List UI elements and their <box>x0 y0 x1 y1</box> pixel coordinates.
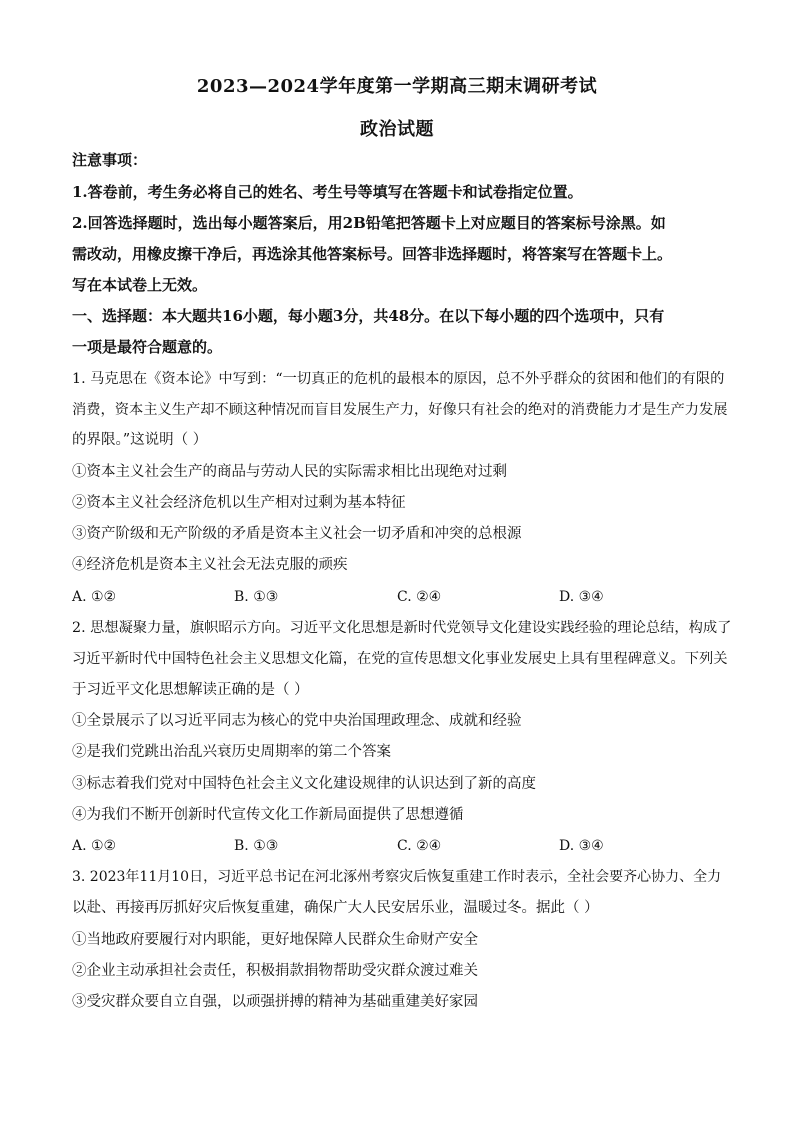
q1-statement-4: ④经济危机是资本主义社会无法克服的顽疾 <box>72 557 348 573</box>
notice-heading: 注意事项： <box>72 151 148 169</box>
notice-item-2-line-3: 写在本试卷上无效。 <box>72 276 208 294</box>
exam-title: 2023—2024学年度第一学期高三期末调研考试 <box>196 76 598 97</box>
q2-stem-line-1: 2. 思想凝聚力量，旗帜昭示方向。习近平文化思想是新时代党领导文化建设实践经验的理论总结，构成了 <box>72 620 732 636</box>
q3-stem-line-2: 以赴、再接再厉抓好灾后恢复重建，确保广大人民安居乐业，温暖过冬。据此（ ） <box>72 900 599 916</box>
q3-statement-1: ①当地政府要履行对内职能，更好地保障人民群众生命财产安全 <box>72 932 478 948</box>
q2-option-c: C. ②④ <box>397 838 442 854</box>
q2-statement-4: ④为我们不断开创新时代宣传文化工作新局面提供了思想遵循 <box>72 807 464 823</box>
q1-stem-line-2: 消费，资本主义生产却不顾这种情况而盲目发展生产力，好像只有社会的绝对的消费能力才是生产力发展 <box>72 402 728 418</box>
q1-statement-3: ③资产阶级和无产阶级的矛盾是资本主义社会一切矛盾和冲突的总根源 <box>72 526 522 542</box>
q1-stem-line-3: 的界限。”这说明（ ） <box>72 432 208 448</box>
q1-stem-line-1: 1. 马克思在《资本论》中写到：“一切真正的危机的最根本的原因，总不外乎群众的贫困和他们的有限的 <box>72 371 725 387</box>
q2-statement-3: ③标志着我们党对中国特色社会主义文化建设规律的认识达到了新的高度 <box>72 776 536 792</box>
q1-statement-2: ②资本主义社会经济危机以生产相对过剩为基本特征 <box>72 495 406 511</box>
q1-option-c: C. ②④ <box>397 589 442 605</box>
q2-option-a: A. ①② <box>72 838 117 854</box>
exam-subtitle: 政治试题 <box>360 119 434 140</box>
q3-statement-2: ②企业主动承担社会责任，积极捐款捐物帮助受灾群众渡过难关 <box>72 963 478 979</box>
q2-option-b: B. ①③ <box>234 838 279 854</box>
notice-item-2-line-2: 需改动，用橡皮擦干净后，再选涂其他答案标号。回答非选择题时，将答案写在答题卡上。 <box>72 245 673 263</box>
q1-option-b: B. ①③ <box>234 589 279 605</box>
q2-option-d: D. ③④ <box>559 838 604 854</box>
q2-statement-2: ②是我们党跳出治乱兴衰历史周期率的第二个答案 <box>72 744 391 760</box>
q2-statement-1: ①全景展示了以习近平同志为核心的党中央治国理政理念、成就和经验 <box>72 713 522 729</box>
q3-statement-3: ③受灾群众要自立自强，以顽强拼搏的精神为基础重建美好家园 <box>72 994 478 1010</box>
q3-stem-line-1: 3. 2023年11月10日，习近平总书记在河北涿州考察灾后恢复重建工作时表示，全社会要齐心协力、全力 <box>72 869 722 885</box>
section-heading-line-2: 一项是最符合题意的。 <box>72 338 223 356</box>
q2-stem-line-3: 于习近平文化思想解读正确的是（ ） <box>72 682 309 698</box>
q1-option-d: D. ③④ <box>559 589 604 605</box>
q2-stem-line-2: 习近平新时代中国特色社会主义思想文化篇，在党的宣传思想文化事业发展史上具有里程碑意义。下列关 <box>72 651 728 667</box>
q1-option-a: A. ①② <box>72 589 117 605</box>
notice-item-1: 1.答卷前，考生务必将自己的姓名、考生号等填写在答题卡和试卷指定位置。 <box>72 183 583 201</box>
notice-item-2-line-1: 2.回答选择题时，选出每小题答案后，用2B铅笔把答题卡上对应题目的答案标号涂黑。如 <box>72 214 666 232</box>
section-heading-line-1: 一、选择题：本大题共16小题，每小题3分，共48分。在以下每小题的四个选项中，只有 <box>72 307 665 325</box>
q1-statement-1: ①资本主义社会生产的商品与劳动人民的实际需求相比出现绝对过剩 <box>72 464 507 480</box>
